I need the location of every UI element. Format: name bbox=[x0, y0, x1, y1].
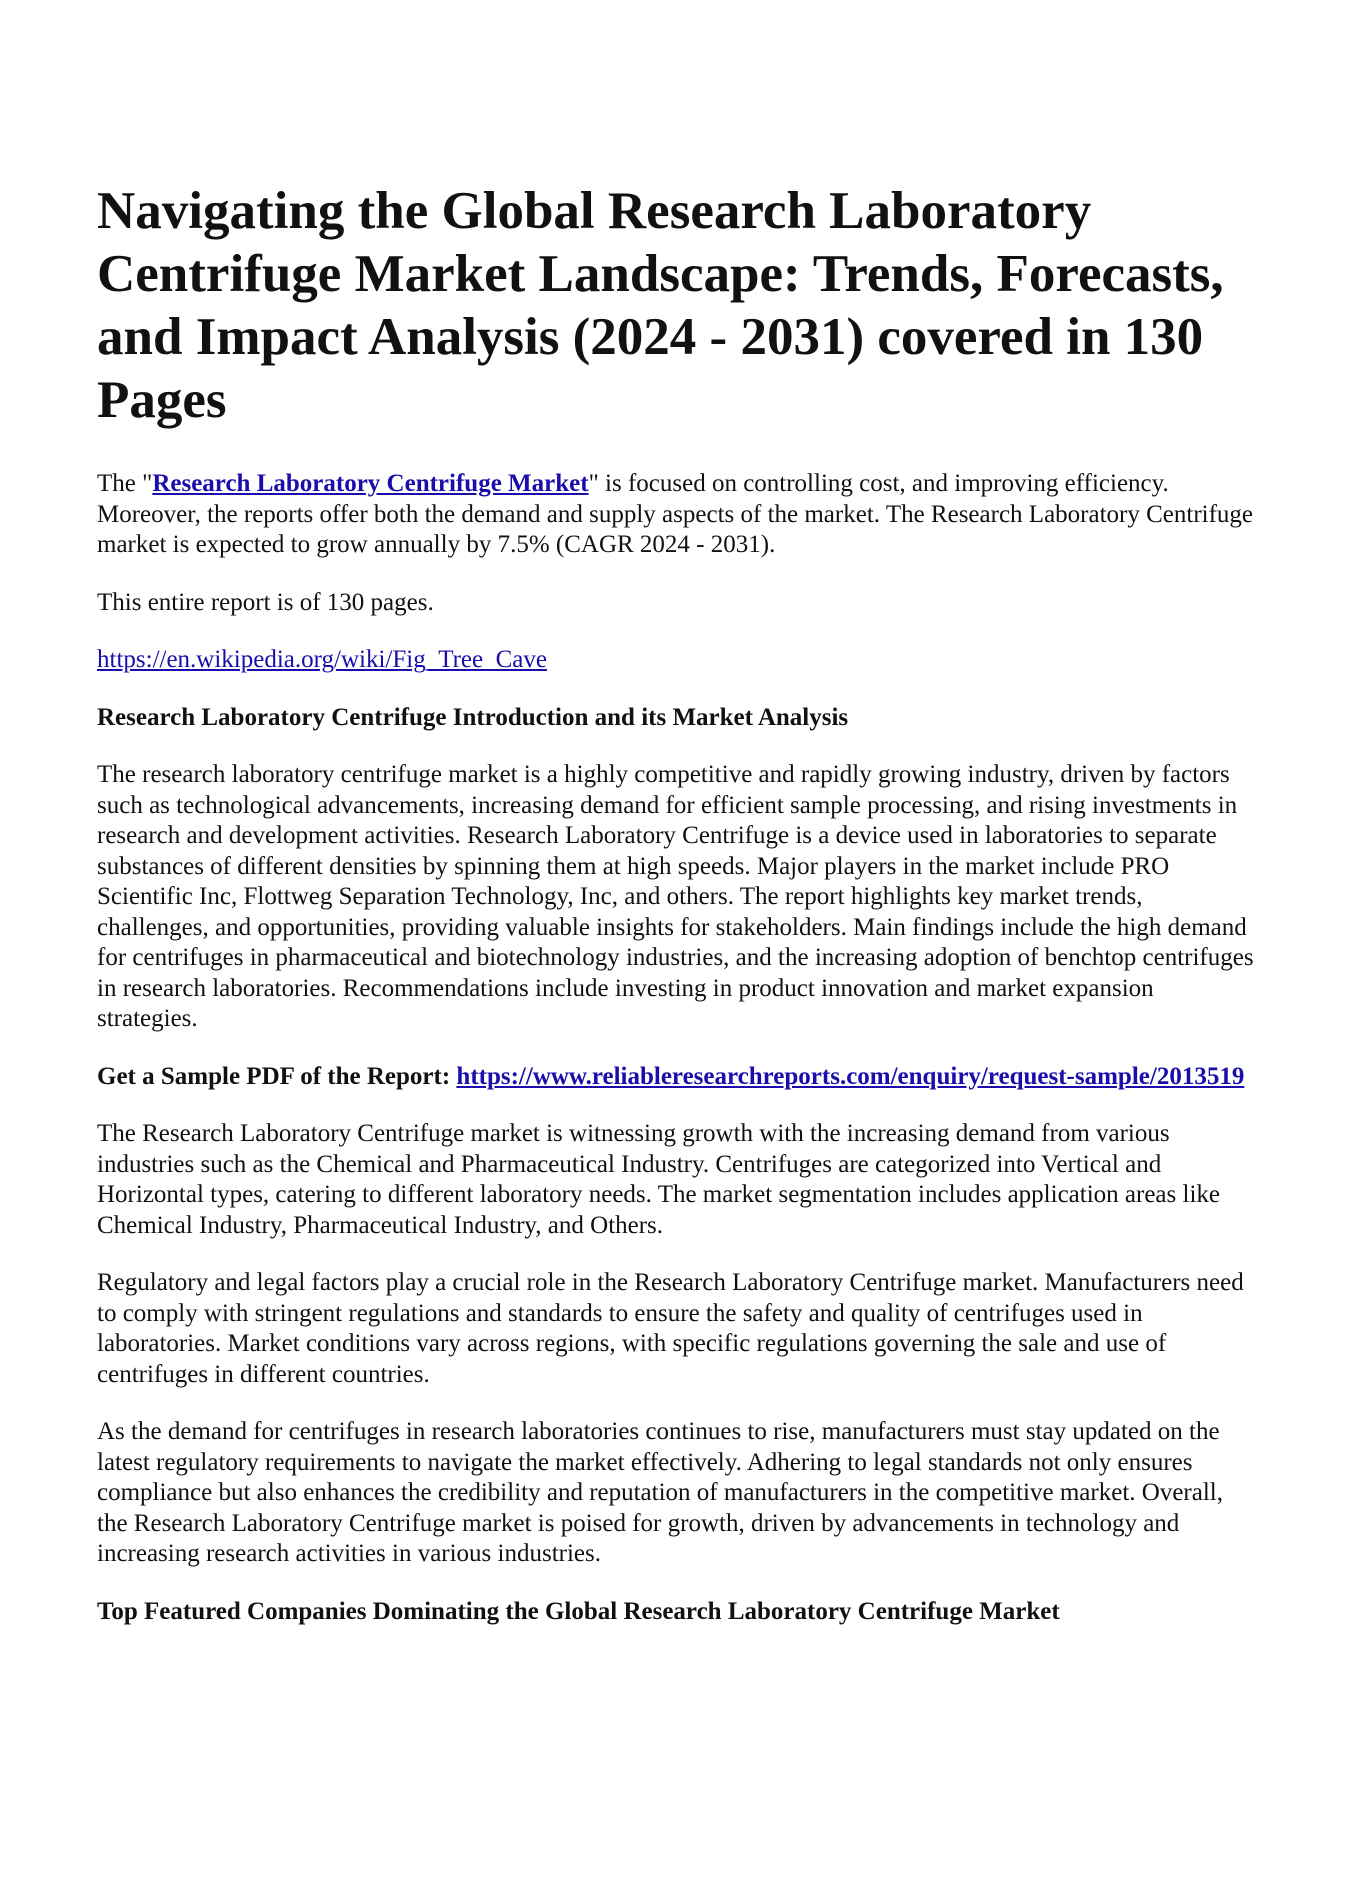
wikipedia-link[interactable]: https://en.wikipedia.org/wiki/Fig_Tree_Cave bbox=[97, 646, 547, 673]
segmentation-paragraph: The Research Laboratory Centrifuge market is witnessing growth with the increasing demand from various industries such as the Chemical and Pharmaceutical Industry. Centrifuges are categorized into Vertical and Horizontal types, catering to different laboratory needs. The market segmentation includes application areas like Chemical Industry, Pharmaceutical Industry, and Others. bbox=[97, 1120, 1220, 1239]
regulatory-paragraph: Regulatory and legal factors play a crucial role in the Research Laboratory Centrifuge market. Manufacturers need to comply with stringent regulations and standards to ensure the safety and quality of centrifuges used in laboratories. Market conditions vary across regions, with specific regulations governing the sale and use of centrifuges in different countries. bbox=[97, 1269, 1244, 1388]
document-page bbox=[97, 180, 1257, 1627]
wiki-link-paragraph bbox=[97, 645, 1257, 676]
sample-pdf-link[interactable]: https://www.reliableresearchreports.com/enquiry/request-sample/2013519 bbox=[456, 1062, 1245, 1090]
market-report-link[interactable]: Research Laboratory Centrifuge Market bbox=[152, 470, 589, 497]
sample-pdf-label: Get a Sample PDF of the Report: bbox=[97, 1062, 457, 1090]
introduction-paragraph: The research laboratory centrifuge market is a highly competitive and rapidly growing industry, driven by factors such as technological advancements, increasing demand for efficient sample processing, and rising investments in research and development activities. Research Laboratory Centrifuge is a device used in laboratories to separate substances of different densities by spinning them at high speeds. Major players in the market include PRO Scientific Inc, Flottweg Separation Technology, Inc, and others. The report highlights key market trends, challenges, and opportunities, providing valuable insights for stakeholders. Main findings include the high demand for centrifuges in pharmaceutical and biotechnology industries, and the increasing adoption of benchtop centrifuges in research laboratories. Recommendations include investing in product innovation and market expansion strategies. bbox=[97, 761, 1254, 1032]
outlook-paragraph: As the demand for centrifuges in research laboratories continues to rise, manufacturers must stay updated on the latest regulatory requirements to navigate the market effectively. Adhering to legal standards not only ensures compliance but also enhances the credibility and reputation of manufacturers in the competitive market. Overall, the Research Laboratory Centrifuge market is poised for growth, driven by advancements in technology and increasing research activities in various industries. bbox=[97, 1418, 1223, 1567]
section-heading-introduction: Research Laboratory Centrifuge Introduction and its Market Analysis bbox=[97, 703, 849, 731]
pages-note: This entire report is of 130 pages. bbox=[97, 588, 434, 616]
intro-suffix: " is focused on controlling cost, and improving efficiency. Moreover, the reports offer both the demand and supply aspects of the market. The Research Laboratory Centrifuge market is expected to grow annually by 7.5% (CAGR 2024 - 2031). bbox=[97, 470, 1254, 558]
intro-paragraph bbox=[97, 469, 1257, 561]
sample-pdf-paragraph bbox=[97, 1062, 1257, 1093]
page-title: Navigating the Global Research Laboratory Centrifuge Market Landscape: Trends, Forecasts, and Impact Analysis (2024 - 2031) covered in 130 Pages bbox=[97, 182, 1224, 429]
section-heading-top-companies: Top Featured Companies Dominating the Global Research Laboratory Centrifuge Market bbox=[97, 1597, 1060, 1625]
intro-prefix: The " bbox=[97, 470, 153, 497]
